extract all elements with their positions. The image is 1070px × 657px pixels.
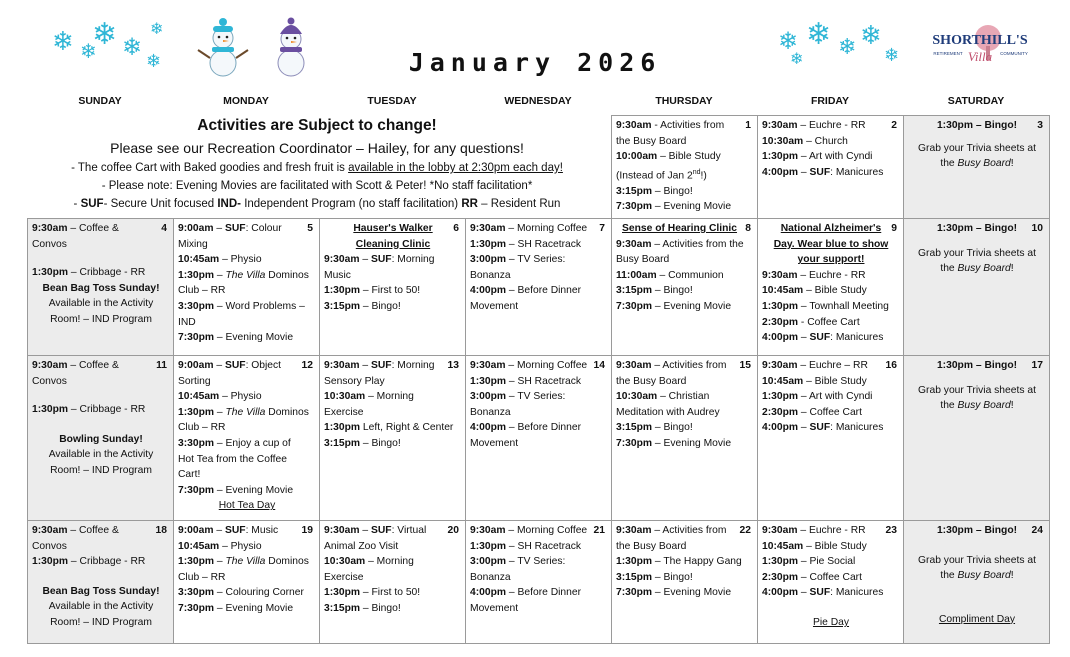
day-cell-17: 17 1:30pm – Bingo! Grab your Trivia sheets at the Busy Board! [903, 355, 1050, 521]
day-cell-11: 11 9:30am – Coffee & Convos 1:30pm – Cribbage - RR Bowling Sunday! Available in the Activity Room! – IND Program [27, 355, 174, 521]
logo-sub-right: COMMUNITY [1000, 51, 1028, 56]
notice-heading: Activities are Subject to change! [197, 117, 437, 134]
notice-legend: - SUF- Secure Unit focused IND- Independent Program (no staff facilitation) RR – Resident Run [73, 198, 561, 210]
day-header-tuesday: TUESDAY [367, 95, 417, 107]
day-cell-15: 15 9:30am – Activities from the Busy Board 10:30am – Christian Meditation with Audrey 3:15pm – Bingo! 7:30pm – Evening Movie [611, 355, 758, 521]
day-cell-6: 6 Hauser's Walker Cleaning Clinic 9:30am – SUF: Morning Music 1:30pm – First to 50! 3:15pm – Bingo! [319, 218, 466, 356]
snowflake-icon: ❄ [80, 41, 97, 63]
day-cell-2: 2 9:30am – Euchre - RR 10:30am – Church 1:30pm – Art with Cyndi 4:00pm – SUF: Manicures [757, 115, 904, 219]
day-cell-10: 10 1:30pm – Bingo! Grab your Trivia sheets at the Busy Board! [903, 218, 1050, 356]
snowflake-icon: ❄ [150, 21, 164, 38]
logo-script: Villa [967, 49, 993, 64]
snowflake-icon: ❄ [884, 45, 900, 65]
day-cell-7: 7 9:30am – Morning Coffee 1:30pm – SH Racetrack 3:00pm – TV Series: Bonanza 4:00pm – Before Dinner Movement [465, 218, 612, 356]
page-title: January 2026 [408, 48, 662, 77]
day-cell-12: 12 9:00am – SUF: Object Sorting 10:45am – Physio 1:30pm – The Villa Dominos Club – RR 3:30pm – Enjoy a cup of Hot Tea from the Coffee Cart! 7:30pm – Evening Movie Hot Tea Day [173, 355, 320, 521]
brand-logo [928, 18, 1038, 73]
day-header-wednesday: WEDNESDAY [504, 95, 572, 107]
day-cell-16: 16 9:30am – Euchre – RR 10:45am – Bible Study 1:30pm – Art with Cyndi 2:30pm – Coffee Cart 4:00pm – SUF: Manicures [757, 355, 904, 521]
notice-coordinator: Please see our Recreation Coordinator – Hailey, for any questions! [110, 140, 524, 156]
snowflake-icon: ❄ [778, 28, 799, 55]
day-header-sunday: SUNDAY [78, 95, 122, 107]
day-cell-18: 18 9:30am – Coffee & Convos 1:30pm – Cribbage - RR Bean Bag Toss Sunday! Available in the Activity Room! – IND Program [27, 520, 174, 644]
day-cell-24: 24 1:30pm – Bingo! Grab your Trivia sheets at the Busy Board! Compliment Day [903, 520, 1050, 644]
notice-evening-movies: - Please note: Evening Movies are facilitated with Scott & Peter! *No staff facilitation* [101, 180, 533, 192]
snowflake-icon: ❄ [92, 18, 118, 51]
day-cell-3: 3 1:30pm – Bingo! Grab your Trivia sheets at the Busy Board! [903, 115, 1050, 219]
day-header-saturday: SATURDAY [947, 95, 1005, 107]
snowflake-icon: ❄ [146, 51, 162, 71]
day-cell-21: 21 9:30am – Morning Coffee 1:30pm – SH Racetrack 3:00pm – TV Series: Bonanza 4:00pm – Before Dinner Movement [465, 520, 612, 644]
snowflake-icon: ❄ [52, 26, 74, 56]
day-cell-20: 20 9:30am – SUF: Virtual Animal Zoo Visit 10:30am – Morning Exercise 1:30pm – First to 50! 3:15pm – Bingo! [319, 520, 466, 644]
day-header-thursday: THURSDAY [655, 95, 713, 107]
day-header-monday: MONDAY [223, 95, 269, 107]
snowflake-icon: ❄ [860, 20, 882, 50]
logo-brand: SHORTHILL'S [932, 33, 1028, 48]
snowflake-icon: ❄ [838, 34, 857, 59]
day-cell-9: 9 National Alzheimer's Day. Wear blue to show your support! 9:30am – Euchre - RR 10:45am – Bible Study 1:30pm – Townhall Meeting 2:30pm - Coffee Cart 4:00pm – SUF: Manicures [757, 218, 904, 356]
day-cell-5: 5 9:00am – SUF: Colour Mixing 10:45am – Physio 1:30pm – The Villa Dominos Club – RR 3:30pm – Word Problems – IND 7:30pm – Evening Movie [173, 218, 320, 356]
snowflake-icon: ❄ [790, 51, 804, 68]
day-cell-19: 19 9:00am – SUF: Music 10:45am – Physio 1:30pm – The Villa Dominos Club – RR 3:30pm – Colouring Corner 7:30pm – Evening Movie [173, 520, 320, 644]
day-cell-14: 14 9:30am – Morning Coffee 1:30pm – SH Racetrack 3:00pm – TV Series: Bonanza 4:00pm – Before Dinner Movement [465, 355, 612, 521]
day-cell-8: 8 Sense of Hearing Clinic 9:30am – Activities from the Busy Board 11:00am – Communion 3:15pm – Bingo! 7:30pm – Evening Movie [611, 218, 758, 356]
day-cell-13: 13 9:30am – SUF: Morning Sensory Play 10:30am – Morning Exercise 1:30pm Left, Right & Center 3:15pm – Bingo! [319, 355, 466, 521]
day-cell-22: 22 9:30am – Activities from the Busy Board 1:30pm – The Happy Gang 3:15pm – Bingo! 7:30pm – Evening Movie [611, 520, 758, 644]
snowflake-icon: ❄ [806, 18, 832, 51]
notice-coffee-cart: - The coffee Cart with Baked goodies and fresh fruit is available in the lobby at 2:30pm each day! [71, 162, 563, 174]
notice-block [26, 115, 608, 213]
day-cell-4: 4 9:30am – Coffee & Convos 1:30pm – Cribbage - RR Bean Bag Toss Sunday! Available in the Activity Room! – IND Program [27, 218, 174, 356]
snowflake-icon: ❄ [122, 34, 143, 61]
logo-sub-left: RETIREMENT [933, 51, 963, 56]
day-cell-1: 1 9:30am - Activities from the Busy Board 10:00am – Bible Study (Instead of Jan 2nd!) 3:15pm – Bingo! 7:30pm – Evening Movie [611, 115, 758, 219]
day-cell-23: 23 9:30am – Euchre - RR 10:45am – Bible Study 1:30pm – Pie Social 2:30pm – Coffee Cart 4:00pm – SUF: Manicures Pie Day [757, 520, 904, 644]
day-header-friday: FRIDAY [810, 95, 850, 107]
